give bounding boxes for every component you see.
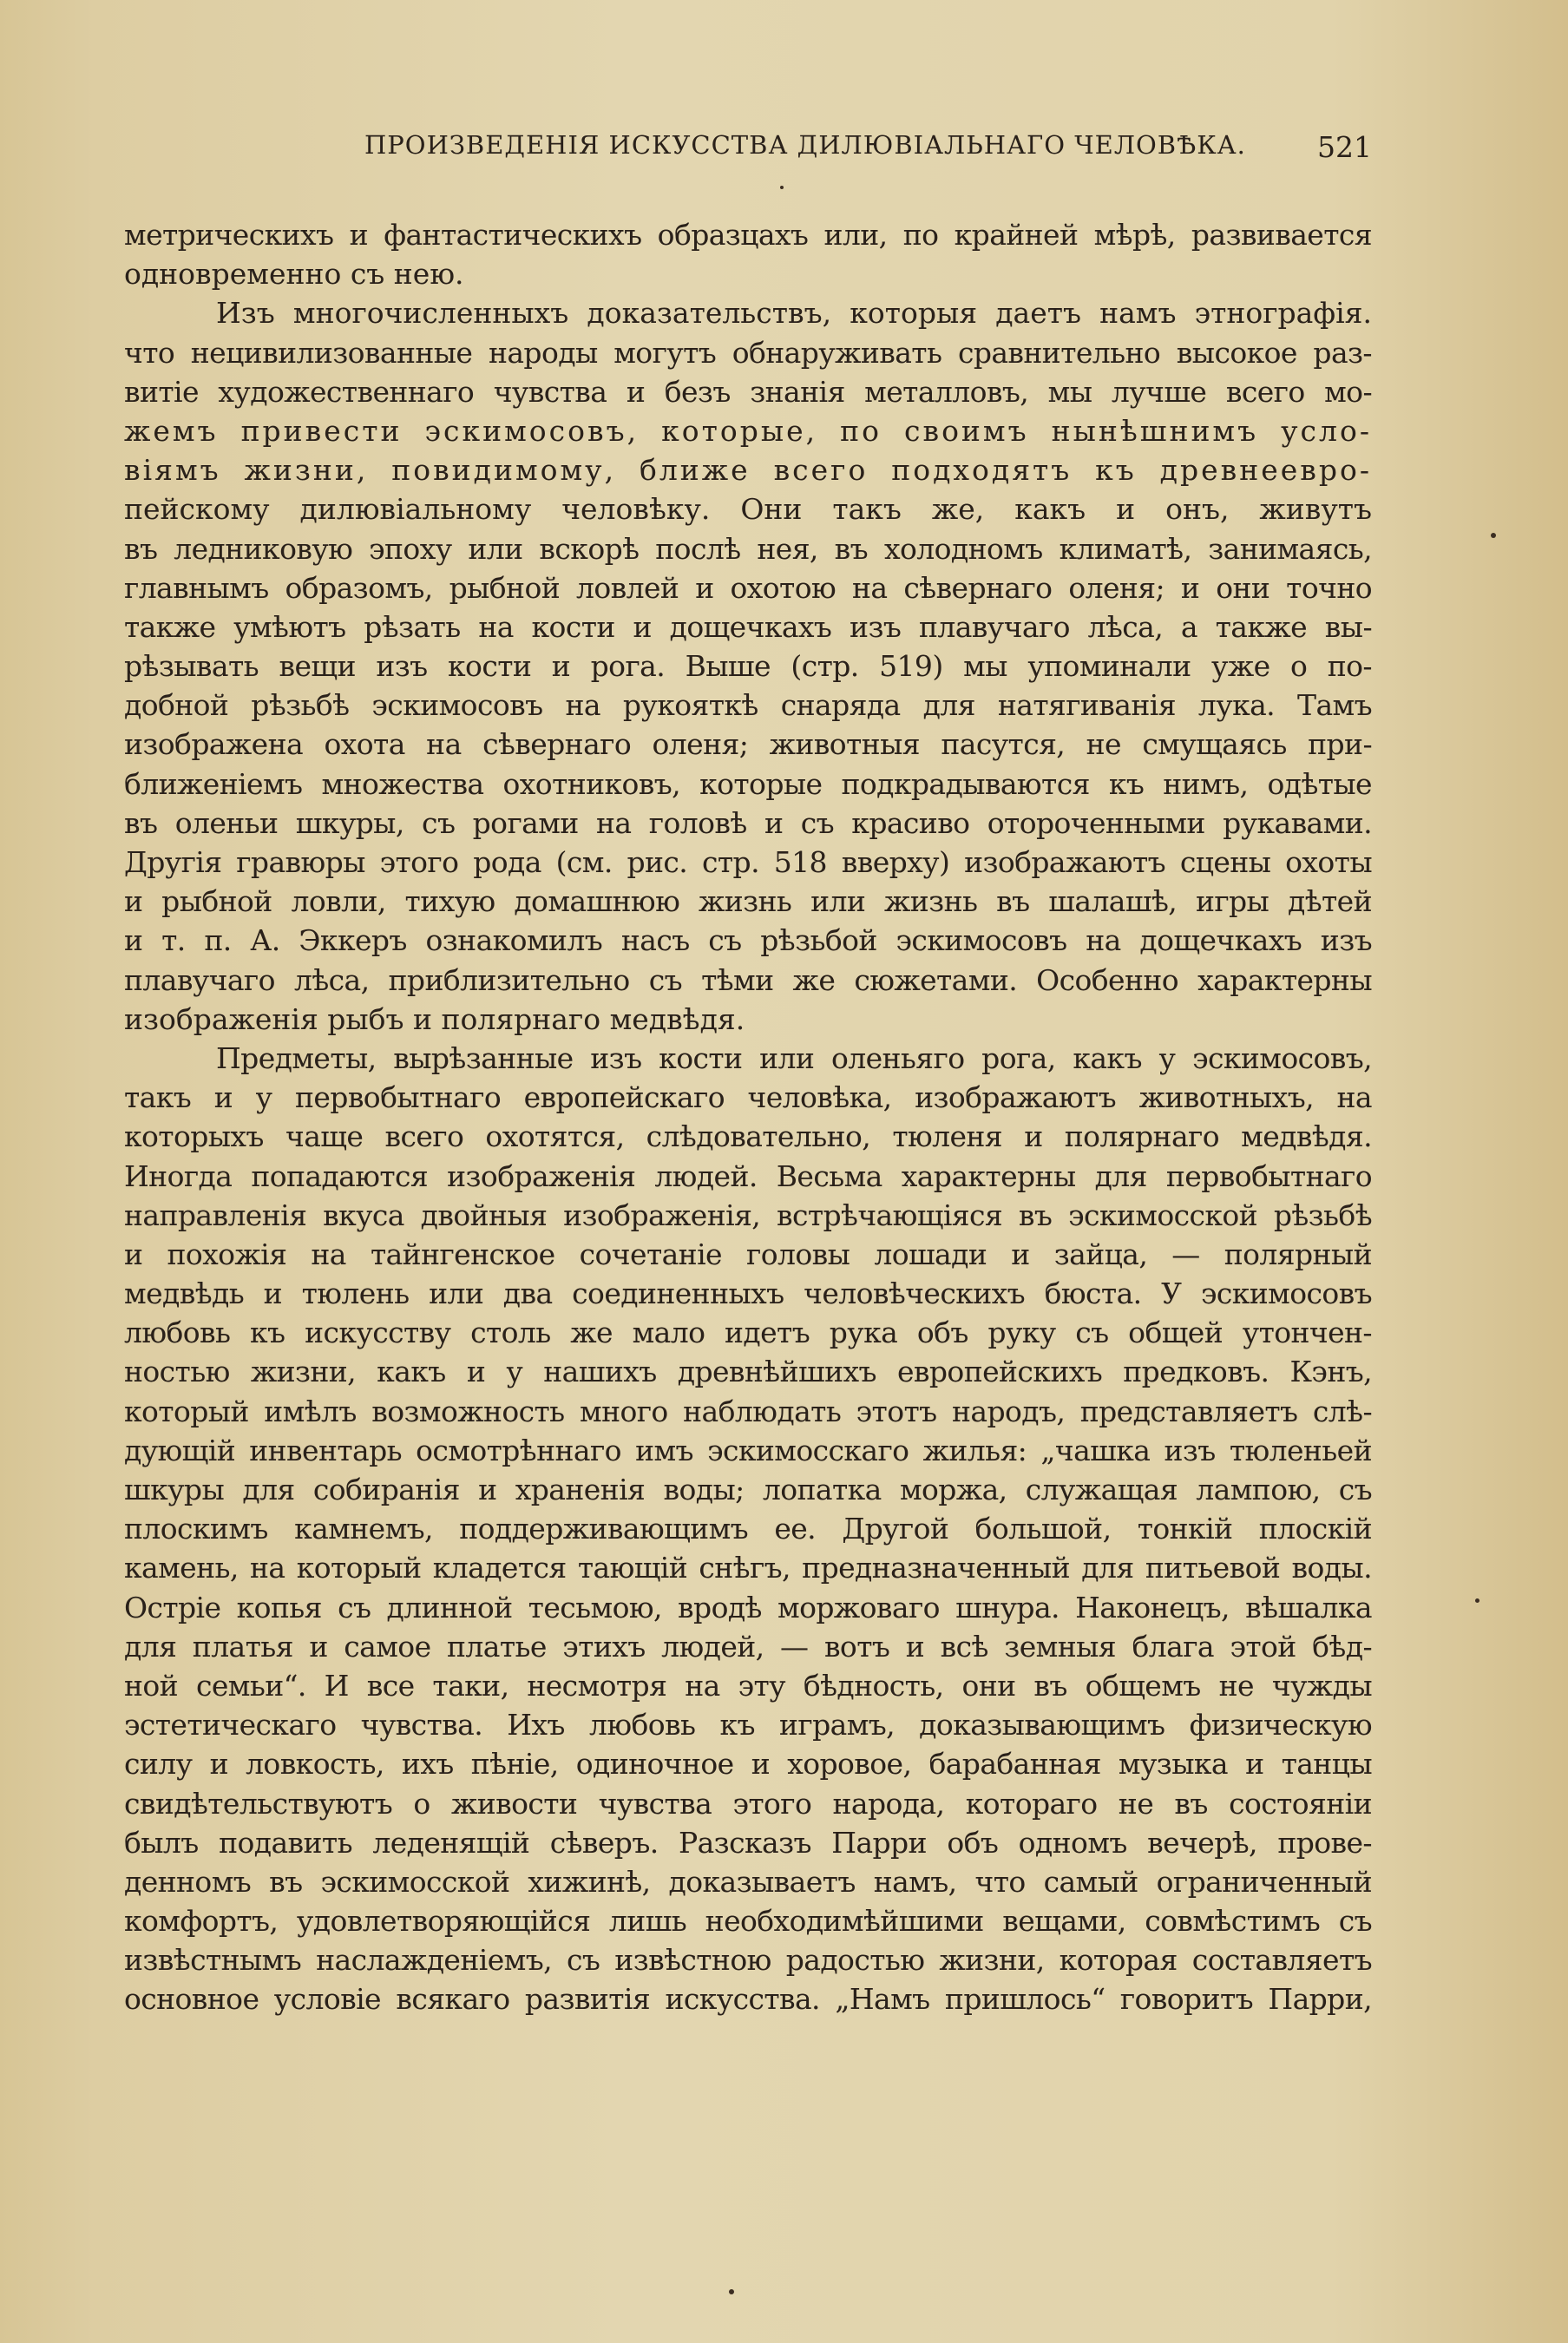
text-line: добной рѣзьбѣ эскимосовъ на рукояткѣ снаряда для натягиванія лука. Тамъ: [124, 688, 1372, 723]
text-line: и т. п. А. Эккеръ ознакомилъ насъ съ рѣзьбой эскимосовъ на дощечкахъ изъ: [124, 923, 1372, 958]
text-line: въ оленьи шкуры, съ рогами на головѣ и съ красиво отороченными рукавами.: [124, 805, 1372, 840]
text-line: Остріе копья съ длинной тесьмою, вродѣ моржоваго шнура. Наконецъ, вѣшалка: [124, 1590, 1372, 1624]
text-line: также умѣютъ рѣзать на кости и дощечкахъ изъ плавучаго лѣса, а также вы-: [124, 609, 1372, 644]
paper-speck: [780, 186, 784, 189]
page-number: 521: [1317, 130, 1372, 164]
running-title: ПРОИЗВЕДЕНІЯ ИСКУССТВА ДИЛЮВІАЛЬНАГО ЧЕЛОВѢКА.: [364, 130, 1246, 160]
text-line: ностью жизни, какъ и у нашихъ древнѣйшихъ европейскихъ предковъ. Кэнъ,: [124, 1355, 1372, 1389]
text-line: въ ледниковую эпоху или вскорѣ послѣ нея, въ холодномъ климатѣ, занимаясь,: [124, 531, 1372, 566]
text-line: Иногда попадаются изображенія людей. Весьма характерны для первобытнаго: [124, 1158, 1372, 1193]
text-line: метрическихъ и фантастическихъ образцахъ или, по крайней мѣрѣ, развивается: [124, 218, 1372, 252]
text-line: ближеніемъ множества охотниковъ, которые подкрадываются къ нимъ, одѣтые: [124, 766, 1372, 801]
text-line: для платья и самое платье этихъ людей, — вотъ и всѣ земныя блага этой бѣд-: [124, 1629, 1372, 1664]
text-line: любовь къ искусству столь же мало идетъ рука объ руку съ общей утончен-: [124, 1316, 1372, 1350]
text-line: плавучаго лѣса, приблизительно съ тѣми же сюжетами. Особенно характерны: [124, 962, 1372, 997]
text-line: Другія гравюры этого рода (см. рис. стр. 518 вверху) изображаютъ сцены охоты: [124, 845, 1372, 879]
text-line: изображенія рыбъ и полярнаго медвѣдя.: [124, 1001, 745, 1036]
text-line: денномъ въ эскимосской хижинѣ, доказываетъ намъ, что самый ограниченный: [124, 1864, 1372, 1899]
text-line: и похожія на тайнгенское сочетаніе головы лошади и зайца, — полярный: [124, 1237, 1372, 1271]
paragraph-start-line: Изъ многочисленныхъ доказательствъ, которыя даетъ намъ этнографія.: [216, 296, 1372, 331]
text-line: витіе художественнаго чувства и безъ знанія металловъ, мы лучше всего мо-: [124, 374, 1372, 409]
text-line: изображена охота на сѣвернаго оленя; животныя пасутся, не смущаясь при-: [124, 727, 1372, 762]
text-line: ной семьи“. И все таки, несмотря на эту бѣдность, они въ общемъ не чужды: [124, 1668, 1372, 1703]
text-line: извѣстнымъ наслажденіемъ, съ извѣстною радостью жизни, которая составляетъ: [124, 1943, 1372, 1978]
text-line: былъ подавить леденящій сѣверъ. Разсказъ Парри объ одномъ вечерѣ, прове-: [124, 1825, 1372, 1860]
text-line: віямъ жизни, повидимому, ближе всего подходятъ къ древнеевро-: [124, 453, 1372, 488]
text-line: дующій инвентарь осмотрѣннаго имъ эскимосскаго жилья: „чашка изъ тюленьей: [124, 1433, 1372, 1467]
text-line: эстетическаго чувства. Ихъ любовь къ играмъ, доказывающимъ физическую: [124, 1708, 1372, 1742]
text-line: что нецивилизованные народы могутъ обнаруживать сравнительно высокое раз-: [124, 335, 1372, 370]
text-line: плоскимъ камнемъ, поддерживающимъ ее. Другой большой, тонкій плоскій: [124, 1512, 1372, 1546]
text-line: свидѣтельствуютъ о живости чувства этого народа, котораго не въ состояніи: [124, 1786, 1372, 1821]
page-header: [0, 130, 1568, 174]
text-line: основное условіе всякаго развитія искусства. „Намъ пришлось“ говоритъ Парри,: [124, 1982, 1372, 2017]
text-line: такъ и у первобытнаго европейскаго человѣка, изображаютъ животныхъ, на: [124, 1080, 1372, 1115]
text-line: главнымъ образомъ, рыбной ловлей и охотою на сѣвернаго оленя; и они точно: [124, 570, 1372, 605]
text-line: направленія вкуса двойныя изображенія, встрѣчающіяся въ эскимосской рѣзьбѣ: [124, 1198, 1372, 1232]
text-line: медвѣдь и тюлень или два соединенныхъ человѣческихъ бюста. У эскимосовъ: [124, 1277, 1372, 1311]
paragraph-start-line: Предметы, вырѣзанные изъ кости или оленьяго рога, какъ у эскимосовъ,: [216, 1040, 1372, 1075]
text-line: которыхъ чаще всего охотятся, слѣдовательно, тюленя и полярнаго медвѣдя.: [124, 1119, 1372, 1154]
text-line: который имѣлъ возможность много наблюдать этотъ народъ, представляетъ слѣ-: [124, 1394, 1372, 1428]
text-line: шкуры для собиранія и храненія воды; лопатка моржа, служащая лампою, съ: [124, 1473, 1372, 1506]
text-line: силу и ловкость, ихъ пѣніе, одиночное и хоровое, барабанная музыка и танцы: [124, 1747, 1372, 1782]
text-line: пейскому дилювіальному человѣку. Они такъ же, какъ и онъ, живутъ: [124, 492, 1372, 527]
text-line: рѣзывать вещи изъ кости и рога. Выше (стр. 519) мы упоминали уже о по-: [124, 649, 1372, 684]
text-line: жемъ привести эскимосовъ, которые, по своимъ нынѣшнимъ усло-: [124, 413, 1372, 448]
text-line: и рыбной ловли, тихую домашнюю жизнь или жизнь въ шалашѣ, игры дѣтей: [124, 884, 1372, 919]
paper-speck: [1475, 1598, 1479, 1603]
text-line: одновременно съ нею.: [124, 257, 464, 292]
text-line: комфортъ, удовлетворяющійся лишь необходимѣйшими вещами, совмѣстимъ съ: [124, 1904, 1372, 1939]
text-line: камень, на который кладется тающій снѣгъ, предназначенный для питьевой воды.: [124, 1551, 1372, 1585]
body-text: [124, 215, 1372, 2019]
paper-speck: [1491, 533, 1496, 538]
paper-speck: [729, 2289, 734, 2294]
